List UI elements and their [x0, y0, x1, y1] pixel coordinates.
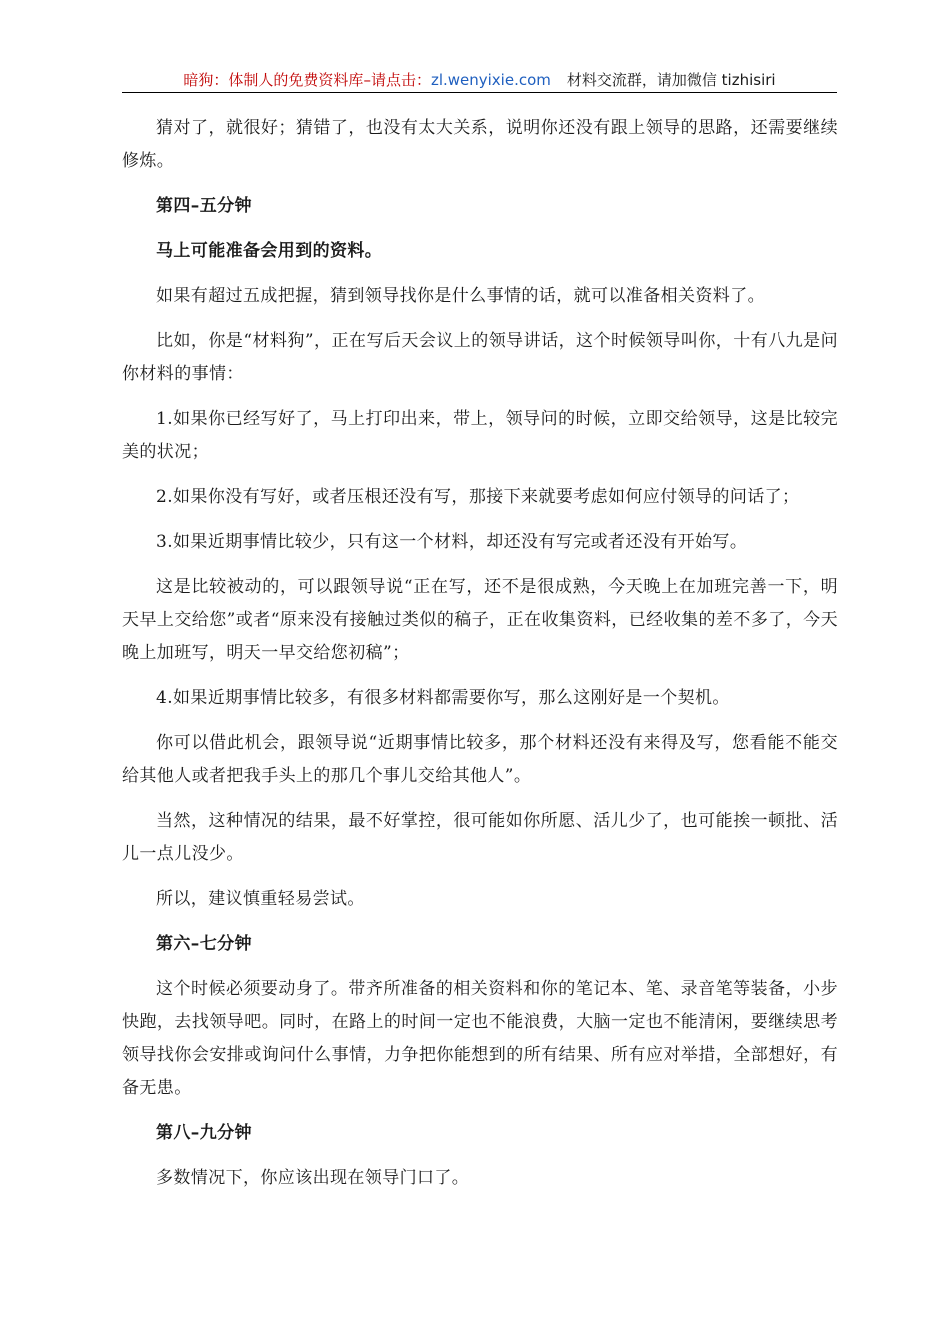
list-item: 3.如果近期事情比较少，只有这一个材料，却还没有写完或者还没有开始写。 — [156, 532, 748, 552]
list-item: 1.如果你已经写好了，马上打印出来，带上，领导问的时候，立即交给领导，这是比较完美的状况； — [122, 409, 838, 462]
header-link[interactable]: zl.wenyixie.com — [430, 71, 551, 89]
section-heading: 第四–五分钟 — [156, 196, 252, 216]
paragraph: 猜对了，就很好；猜错了，也没有太大关系，说明你还没有跟上领导的思路，还需要继续修炼。 — [122, 118, 838, 171]
page-header — [122, 68, 837, 93]
paragraph: 你可以借此机会，跟领导说“近期事情比较多，那个材料还没有来得及写，您看能不能交给其他人或者把我手头上的那几个事儿交给其他人”。 — [122, 733, 838, 786]
header-brand: 暗狗：体制人的免费资料库 — [183, 71, 364, 89]
paragraph: 比如，你是“材料狗”，正在写后天会议上的领导讲话，这个时候领导叫你，十有八九是问你材料的事情： — [122, 331, 838, 384]
section-heading: 第六–七分钟 — [156, 934, 252, 954]
paragraph: 这个时候必须要动身了。带齐所准备的相关资料和你的笔记本、笔、录音笔等装备，小步快跑，去找领导吧。同时，在路上的时间一定也不能浪费，大脑一定也不能清闲，要继续思考领导找你会安排或询问什么事情，力争把你能想到的所有结果、所有应对举措，全部想好，有备无患。 — [122, 979, 838, 1098]
section-subheading: 马上可能准备会用到的资料。 — [156, 241, 383, 261]
paragraph: 这是比较被动的，可以跟领导说“正在写，还不是很成熟，今天晚上在加班完善一下，明天早上交给您”或者“原来没有接触过类似的稿子，正在收集资料，已经收集的差不多了，今天晚上加班写，明天一早交给您初稿”； — [122, 577, 838, 663]
document-body — [122, 112, 838, 1207]
header-group-info: 材料交流群，请加微信 tizhisiri — [566, 71, 776, 89]
list-item: 2.如果你没有写好，或者压根还没有写，那接下来就要考虑如何应付领导的问话了； — [156, 487, 800, 507]
paragraph: 所以，建议慎重轻易尝试。 — [156, 889, 365, 909]
section-heading: 第八–九分钟 — [156, 1123, 252, 1143]
list-item: 4.如果近期事情比较多，有很多材料都需要你写，那么这刚好是一个契机。 — [156, 688, 730, 708]
paragraph: 多数情况下，你应该出现在领导门口了。 — [156, 1168, 470, 1188]
paragraph: 当然，这种情况的结果，最不好掌控，很可能如你所愿、活儿少了，也可能挨一顿批、活儿一点儿没少。 — [122, 811, 838, 864]
header-cta: –请点击： — [363, 71, 431, 89]
paragraph: 如果有超过五成把握，猜到领导找你是什么事情的话，就可以准备相关资料了。 — [156, 286, 765, 306]
